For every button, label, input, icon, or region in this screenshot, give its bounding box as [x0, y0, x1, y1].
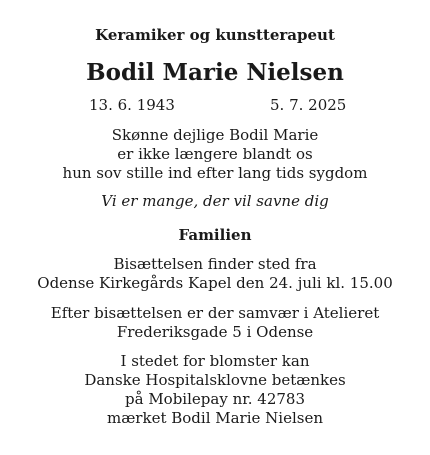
gathering-info: [0, 304, 430, 342]
verse-line: er ikke længere blandt os: [117, 145, 313, 163]
farewell-quote: Vi er mange, der vil savne dig: [101, 192, 329, 210]
gathering-line: Efter bisættelsen er der samvær i Atelieret: [50, 304, 380, 322]
verse-line: Skønne dejlige Bodil Marie: [111, 126, 319, 144]
donation-info: [0, 352, 430, 428]
verse-line: hun sov stille ind efter lang tids sygdom: [62, 164, 368, 182]
funeral-line: Odense Kirkegårds Kapel den 24. juli kl. 15.00: [37, 274, 393, 292]
profession-line: Keramiker og kunstterapeut: [95, 26, 335, 44]
life-dates: [0, 94, 430, 116]
donation-line: mærket Bodil Marie Nielsen: [106, 409, 324, 427]
birth-date: 13. 6. 1943: [89, 96, 175, 114]
donation-line: Danske Hospitalsklovne betænkes: [84, 371, 346, 389]
death-date: 5. 7. 2025: [270, 96, 347, 114]
donation-line: I stedet for blomster kan: [120, 352, 310, 370]
gathering-line: Frederiksgade 5 i Odense: [116, 323, 314, 341]
funeral-line: Bisættelsen finder sted fra: [113, 255, 317, 273]
family-signature: Familien: [178, 226, 252, 244]
deceased-name: Bodil Marie Nielsen: [86, 59, 344, 86]
memorial-verse: [0, 126, 430, 183]
funeral-info: [0, 255, 430, 293]
donation-line: på Mobilepay nr. 42783: [125, 390, 305, 408]
